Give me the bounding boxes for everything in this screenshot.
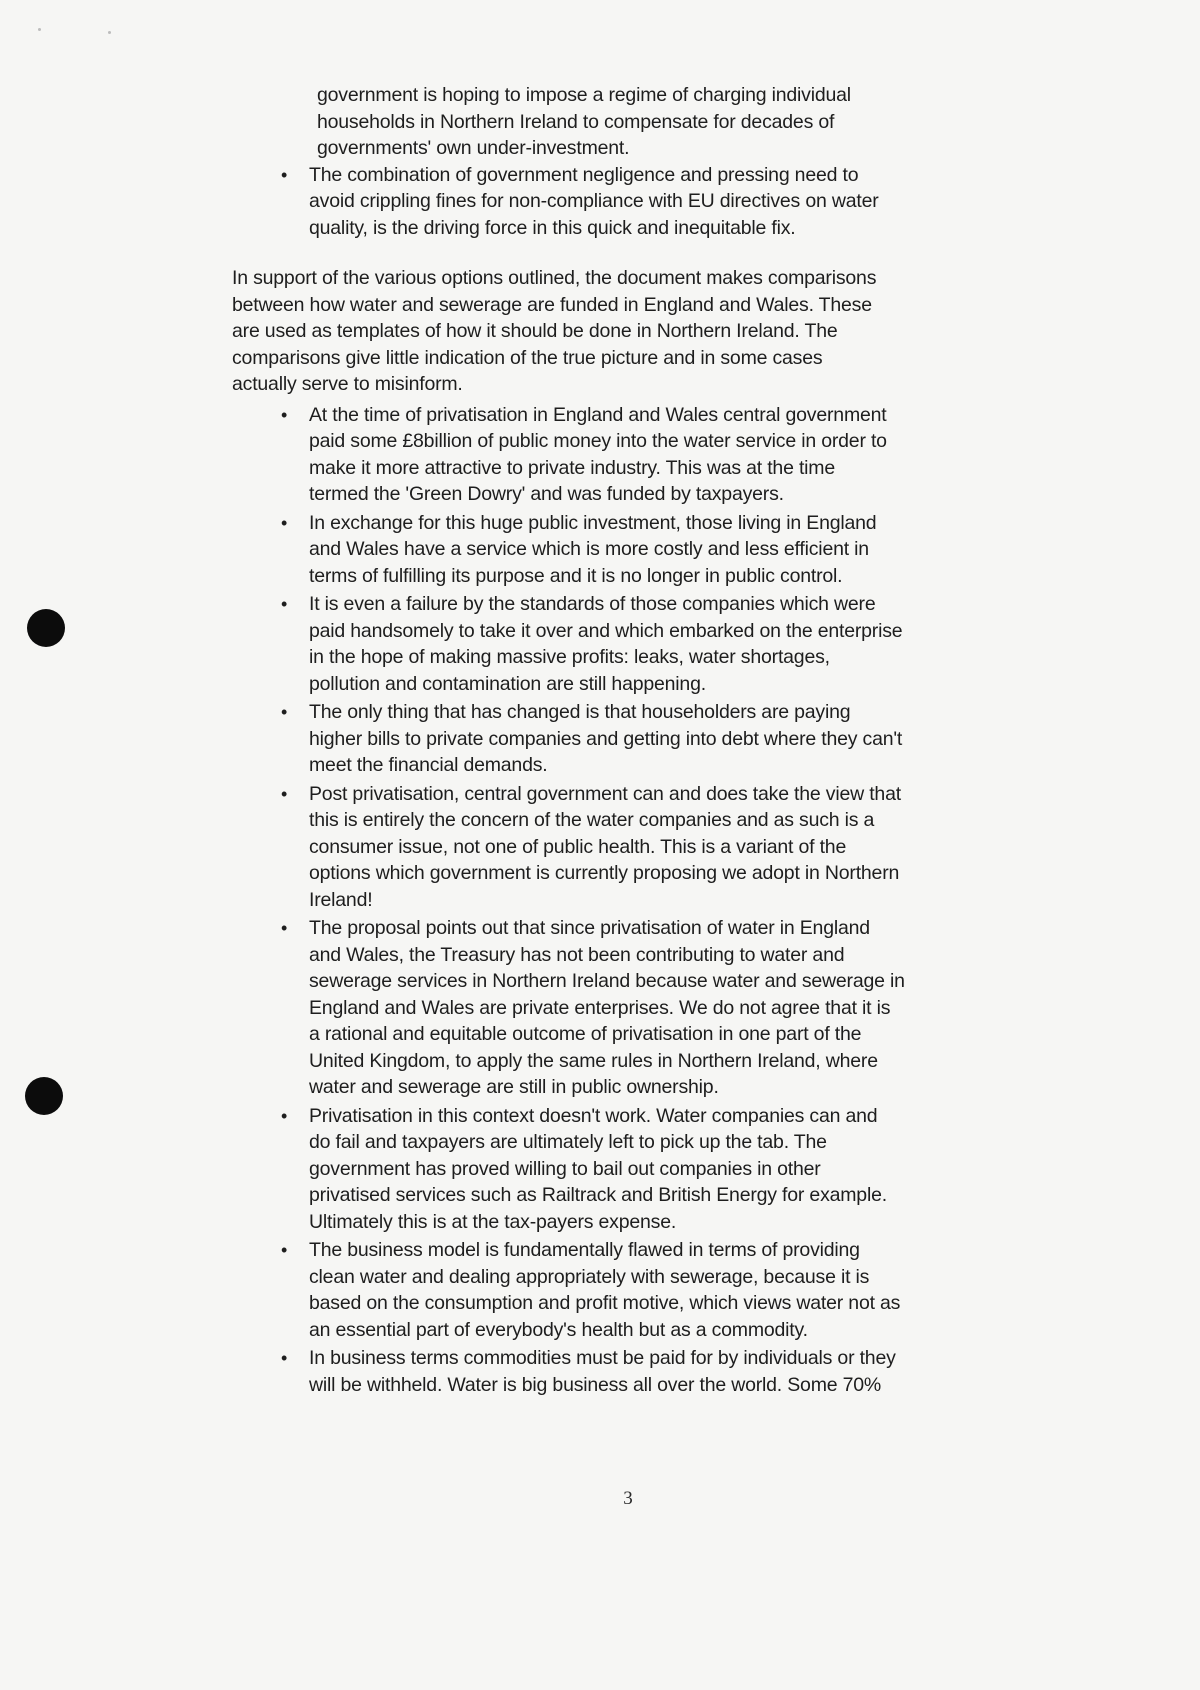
bullet-marker: •: [281, 918, 288, 938]
text-line: governments' own under-investment.: [317, 137, 630, 159]
document-body: [232, 82, 1047, 1400]
text-line: avoid crippling fines for non-compliance with EU directives on water: [309, 190, 879, 212]
text-line: meet the financial demands.: [309, 754, 548, 776]
text-line: are used as templates of how it should be done in Northern Ireland. The: [232, 320, 838, 342]
text-line: higher bills to private companies and getting into debt where they can't: [309, 727, 903, 750]
text-line: Ireland!: [309, 888, 373, 911]
text-line: It is even a failure by the standards of those companies which were: [309, 593, 876, 615]
text-line: The business model is fundamentally flawed in terms of providing: [309, 1239, 860, 1261]
text-line: consumer issue, not one of public health. This is a variant of the: [309, 835, 847, 858]
text-line: In support of the various options outlined, the document makes comparisons: [232, 267, 877, 289]
continued-bullet-text: [232, 82, 1047, 162]
text-line: actually serve to misinform.: [232, 373, 463, 395]
text-line: In exchange for this huge public investment, those living in England: [309, 511, 877, 534]
text-line: quality, is the driving force in this quick and inequitable fix.: [309, 216, 796, 239]
punch-hole-top: [27, 609, 65, 647]
bullet-item: [232, 1345, 1047, 1398]
text-line: in the hope of making massive profits: leaks, water shortages,: [309, 646, 830, 668]
text-line: between how water and sewerage are funded in England and Wales. These: [232, 293, 872, 316]
body-paragraph: [232, 265, 1047, 398]
text-line: The combination of government negligence and pressing need to: [309, 163, 859, 186]
text-line: government is hoping to impose a regime of charging individual: [317, 84, 851, 106]
text-line: households in Northern Ireland to compensate for decades of: [317, 110, 835, 133]
bullet-marker: •: [281, 783, 288, 804]
text-line: options which government is currently proposing we adopt in Northern: [309, 862, 900, 884]
text-line: The proposal points out that since privatisation of water in England: [309, 917, 870, 939]
text-line: terms of fulfilling its purpose and it is no longer in public control.: [309, 564, 843, 587]
bullet-marker: •: [281, 512, 288, 533]
bullet-marker: •: [281, 1348, 288, 1368]
text-line: make it more attractive to private industry. This was at the time: [309, 456, 835, 479]
text-line: Post privatisation, central government can and does take the view that: [309, 782, 901, 805]
text-line: comparisons give little indication of the true picture and in some cases: [232, 346, 823, 369]
text-line: paid handsomely to take it over and which embarked on the enterprise: [309, 619, 903, 642]
bullet-marker: •: [281, 164, 288, 185]
text-line: termed the 'Green Dowry' and was funded by taxpayers.: [309, 483, 784, 505]
bullet-item: [232, 162, 1047, 242]
text-line: United Kingdom, to apply the same rules in Northern Ireland, where: [309, 1049, 878, 1072]
bullet-marker: •: [281, 702, 288, 722]
text-line: and Wales, the Treasury has not been contributing to water and: [309, 943, 845, 966]
text-line: In business terms commodities must be paid for by individuals or they: [309, 1347, 896, 1369]
text-line: privatised services such as Railtrack and British Energy for example.: [309, 1184, 887, 1206]
text-line: Privatisation in this context doesn't work. Water companies can and: [309, 1104, 878, 1127]
text-line: pollution and contamination are still happening.: [309, 672, 706, 695]
text-line: water and sewerage are still in public ownership.: [309, 1076, 719, 1098]
text-line: paid some £8billion of public money into the water service in order to: [309, 430, 887, 452]
bullet-item: [232, 591, 1047, 697]
text-line: At the time of privatisation in England and Wales central government: [309, 403, 887, 426]
bullet-item: [232, 699, 1047, 779]
page-number: 3: [623, 1488, 633, 1509]
text-line: an essential part of everybody's health but as a commodity.: [309, 1318, 808, 1341]
scan-speck: [38, 28, 41, 31]
bullet-item: [232, 1103, 1047, 1236]
bullet-item: [232, 510, 1047, 590]
text-line: and Wales have a service which is more costly and less efficient in: [309, 538, 869, 560]
text-line: government has proved willing to bail out companies in other: [309, 1157, 821, 1180]
text-line: clean water and dealing appropriately with sewerage, because it is: [309, 1265, 870, 1288]
bullet-list-main: [232, 402, 1047, 1399]
bullet-item: [232, 1237, 1047, 1343]
bullet-marker: •: [281, 594, 288, 614]
bullet-item: [232, 915, 1047, 1101]
bullet-marker: •: [281, 1240, 288, 1260]
text-line: a rational and equitable outcome of privatisation in one part of the: [309, 1023, 862, 1045]
text-line: this is entirely the concern of the water companies and as such is a: [309, 809, 875, 831]
text-line: based on the consumption and profit motive, which views water not as: [309, 1292, 901, 1314]
text-line: will be withheld. Water is big business all over the world. Some 70%: [309, 1373, 882, 1396]
text-line: Ultimately this is at the tax-payers expense.: [309, 1210, 677, 1233]
text-line: The only thing that has changed is that householders are paying: [309, 701, 851, 723]
bullet-item: [232, 402, 1047, 508]
bullet-list-top: [232, 162, 1047, 242]
text-line: do fail and taxpayers are ultimately left to pick up the tab. The: [309, 1131, 827, 1153]
punch-hole-bottom: [25, 1077, 63, 1115]
scan-speck: [108, 31, 111, 34]
bullet-marker: •: [281, 1105, 288, 1126]
text-line: sewerage services in Northern Ireland because water and sewerage in: [309, 970, 905, 992]
bullet-item: [232, 781, 1047, 914]
text-line: England and Wales are private enterprises. We do not agree that it is: [309, 996, 891, 1019]
bullet-marker: •: [281, 404, 288, 425]
